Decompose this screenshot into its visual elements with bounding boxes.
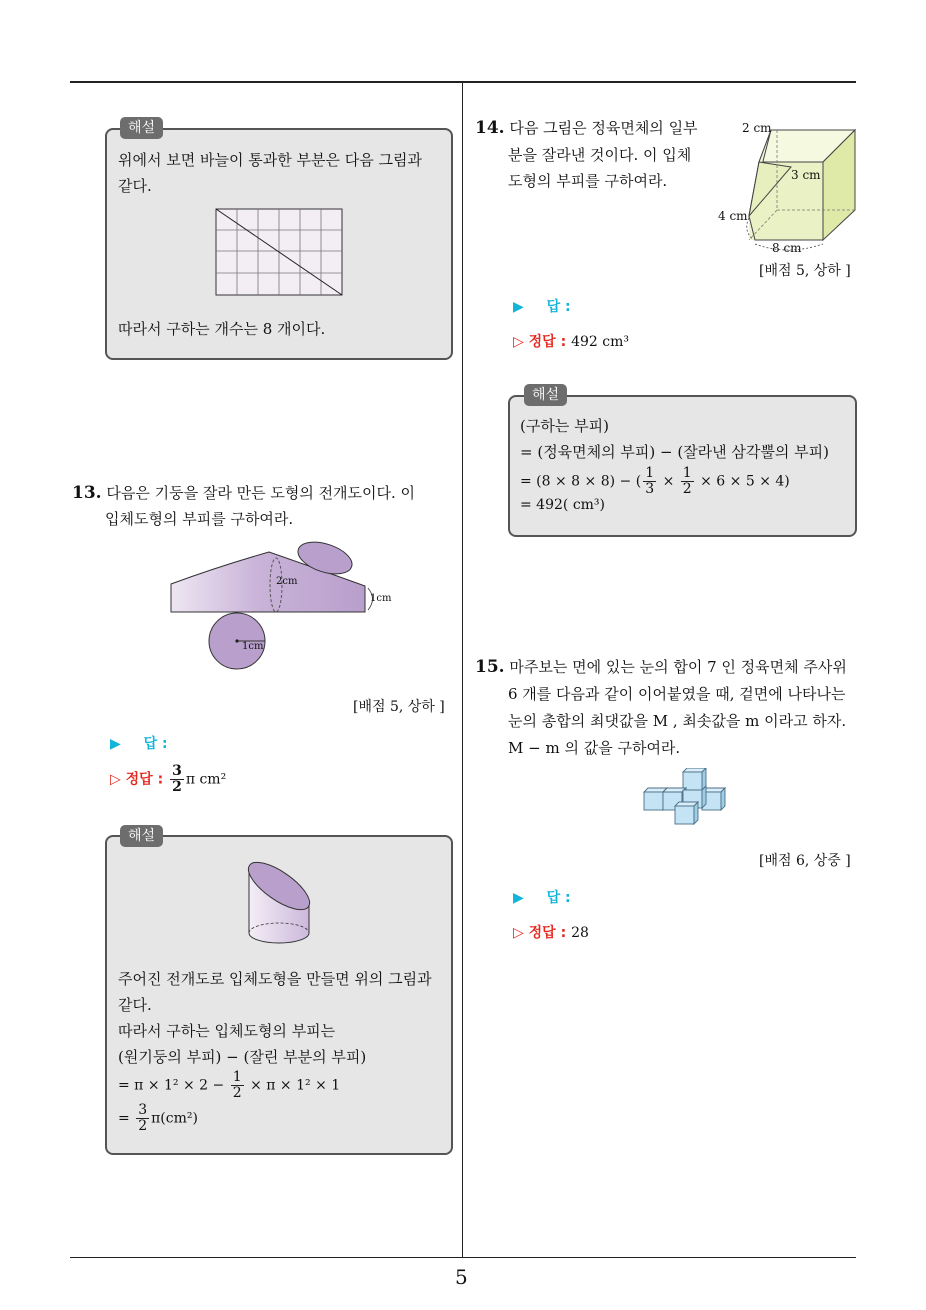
explain3-line3: = (8 × 8 × 8) − ( $\frac{1}{3}$ × $\frac{1}{2}$ × 6 × 5 × 4) bbox=[520, 465, 790, 497]
explain2-line6: = $\frac{3}{2}$ π(cm²) bbox=[118, 1102, 198, 1134]
explain1-line1: 위에서 보면 바늘이 통과한 부분은 다음 그림과 bbox=[118, 151, 422, 169]
q13-line2: 입체도형의 부피를 구하여라. bbox=[105, 510, 294, 528]
q13-answer-row[interactable] bbox=[110, 733, 168, 753]
correct-triangle-icon: ▷ bbox=[110, 771, 121, 788]
q14-line1: 다음 그림은 정육면체의 일부 bbox=[509, 119, 698, 137]
explain3-line2: = (정육면체의 부피) − (잘라낸 삼각뿔의 부피) bbox=[520, 443, 829, 461]
q15-number: 15. bbox=[475, 657, 505, 677]
q13-label-1cm-side: 1cm bbox=[370, 593, 392, 604]
q14-label-8cm: 8 cm bbox=[772, 241, 802, 255]
q14-correct-row bbox=[513, 331, 629, 351]
q15-correct-row bbox=[513, 922, 589, 942]
q14-line2: 분을 잘라낸 것이다. 이 입체 bbox=[508, 146, 692, 164]
q15-answer-row[interactable] bbox=[513, 887, 571, 907]
explain2-line5: = π × 1² × 2 − $\frac{1}{2}$ × π × 1² × 1 bbox=[118, 1069, 341, 1101]
q13-score: [배점 5, 상하 ] bbox=[353, 699, 445, 715]
dice-arrangement-figure bbox=[638, 768, 730, 826]
explanation-tag-3: 해설 bbox=[524, 384, 567, 406]
q15-text-line1 bbox=[475, 654, 847, 680]
answer-triangle-icon: ▶ bbox=[513, 890, 524, 906]
q14-score: [배점 5, 상하 ] bbox=[759, 263, 851, 279]
bottom-rule bbox=[70, 1257, 856, 1258]
explain3-line4: = 492( cm³) bbox=[520, 497, 606, 513]
q13-correct-row bbox=[110, 764, 226, 795]
q13-correct-label: 정답 : bbox=[125, 771, 164, 788]
q14-label-2cm: 2 cm bbox=[742, 121, 772, 135]
q14-number: 14. bbox=[475, 118, 505, 138]
column-divider bbox=[462, 83, 463, 1258]
explain2-line2: 같다. bbox=[118, 996, 152, 1014]
explanation-tag-1: 해설 bbox=[120, 117, 163, 139]
q14-label-4cm: 4 cm bbox=[718, 209, 748, 223]
q14-line3: 도형의 부피를 구하여라. bbox=[508, 172, 668, 190]
explain1-conclusion: 따라서 구하는 개수는 8 개이다. bbox=[118, 320, 326, 338]
explanation-tag-2: 해설 bbox=[120, 825, 163, 847]
q14-correct-value: 492 cm³ bbox=[571, 334, 629, 350]
answer-triangle-icon: ▶ bbox=[110, 736, 121, 752]
q13-label-2cm: 2cm bbox=[276, 576, 298, 587]
q13-label-1cm-radius: 1cm bbox=[242, 641, 264, 652]
net-diagram bbox=[165, 538, 395, 674]
q14-text-line1 bbox=[475, 115, 698, 141]
answer-triangle-icon: ▶ bbox=[513, 299, 524, 315]
correct-triangle-icon: ▷ bbox=[513, 334, 524, 350]
q15-score: [배점 6, 상중 ] bbox=[759, 853, 851, 869]
explain2-line4: (원기둥의 부피) − (잘린 부분의 부피) bbox=[118, 1048, 367, 1066]
q14-answer-label: 답 : bbox=[546, 299, 571, 315]
page-number: 5 bbox=[455, 1265, 468, 1289]
explain2-line3: 따라서 구하는 입체도형의 부피는 bbox=[118, 1022, 336, 1040]
q14-correct-label: 정답 : bbox=[528, 334, 567, 350]
q13-correct-fraction: $\frac{3}{2}$ bbox=[172, 763, 182, 795]
correct-triangle-icon: ▷ bbox=[513, 925, 524, 941]
cut-cylinder-figure bbox=[245, 855, 315, 947]
explain1-line2: 같다. bbox=[118, 177, 152, 195]
q13-line1: 다음은 기둥을 잘라 만든 도형의 전개도이다. 이 bbox=[106, 484, 416, 502]
q15-line3: 눈의 총합의 최댓값을 M , 최솟값을 m 이라고 하자. bbox=[508, 712, 847, 730]
q15-correct-value: 28 bbox=[571, 925, 589, 941]
q13-number: 13. bbox=[72, 483, 102, 503]
q13-text-line1 bbox=[72, 480, 415, 506]
q15-line1: 마주보는 면에 있는 눈의 합이 7 인 정육면체 주사위 bbox=[509, 658, 847, 676]
q15-answer-label: 답 : bbox=[546, 890, 571, 906]
grid-figure bbox=[215, 208, 343, 296]
q15-correct-label: 정답 : bbox=[528, 925, 567, 941]
q14-answer-row[interactable] bbox=[513, 296, 571, 316]
q13-answer-label: 답 : bbox=[143, 736, 168, 752]
explain2-line1: 주어진 전개도로 입체도형을 만들면 위의 그림과 bbox=[118, 970, 432, 988]
q13-correct-tail: π cm² bbox=[185, 771, 227, 788]
top-rule bbox=[70, 81, 856, 83]
q14-label-3cm: 3 cm bbox=[791, 168, 821, 182]
q15-line2: 6 개를 다음과 같이 이어붙였을 때, 겉면에 나타나는 bbox=[508, 685, 846, 703]
q15-line4: M − m 의 값을 구하여라. bbox=[508, 739, 681, 757]
explain3-line1: (구하는 부피) bbox=[520, 417, 609, 435]
